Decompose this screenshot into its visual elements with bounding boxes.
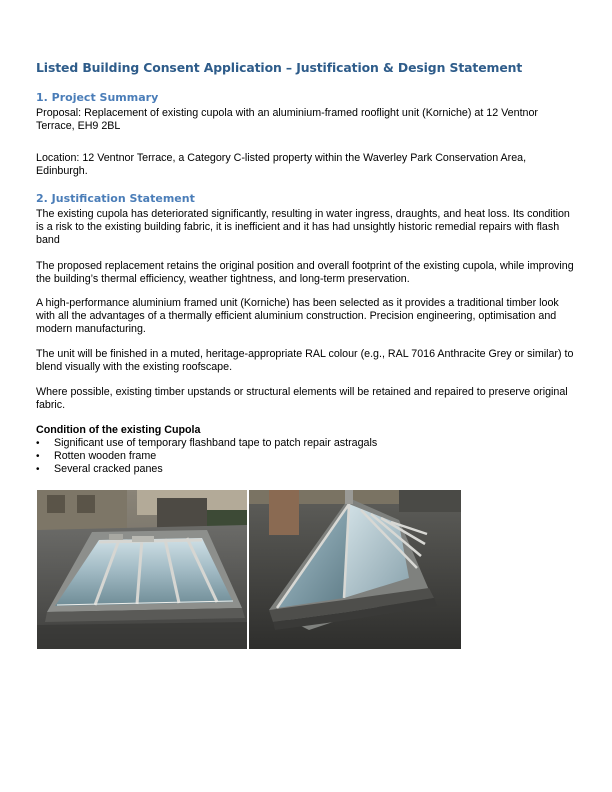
cupola-side-photo [249, 490, 461, 649]
bullet-item [36, 463, 576, 476]
bullet-item [36, 450, 576, 463]
section-heading-justification: 2. Justification Statement [36, 192, 195, 205]
photo-row [37, 490, 461, 649]
paragraph-replacement: The proposed replacement retains the original position and overall footprint of the existing cupola, while improving the building’s thermal efficiency, weather tightness, and long-term preservation. [36, 260, 574, 285]
bullet-dot-icon: • [36, 464, 40, 475]
paragraph-aluminium-unit: A high-performance aluminium framed unit (Korniche) has been selected as it provides a traditional timber look with all the advantages of a thermally efficient aluminium construction. Precision engineering, optimisation and modern manufacturing. [36, 297, 559, 335]
bullet-text: Rotten wooden frame [54, 450, 157, 462]
bullet-item [36, 437, 576, 450]
bullet-text: Significant use of temporary flashband tape to patch repair astragals [54, 437, 378, 449]
condition-heading: Condition of the existing Cupola [36, 424, 201, 436]
bullet-text: Several cracked panes [54, 463, 163, 475]
section-heading-project-summary: 1. Project Summary [36, 91, 159, 104]
cupola-front-photo [37, 490, 247, 649]
paragraph-location: Location: 12 Ventnor Terrace, a Category C-listed property within the Waverley Park Conservation Area, Edinburgh. [36, 152, 527, 177]
bullet-dot-icon: • [36, 451, 40, 462]
paragraph-timber-retained: Where possible, existing timber upstands or structural elements will be retained and repaired to preserve original fabric. [36, 386, 568, 411]
paragraph-ral-colour: The unit will be finished in a muted, heritage-appropriate RAL colour (e.g., RAL 7016 Anthracite Grey or similar) to blend visually with the existing roofscape. [36, 348, 574, 373]
paragraph-deterioration: The existing cupola has deteriorated significantly, resulting in water ingress, draughts, and heat loss. Its condition is a risk to the existing building fabric, it is inefficient and it has had unsightly historic remedial repairs with flash band [36, 208, 570, 246]
document-title: Listed Building Consent Application – Justification & Design Statement [36, 60, 523, 75]
condition-bullet-list [36, 437, 576, 476]
bullet-dot-icon: • [36, 438, 40, 449]
paragraph-proposal: Proposal: Replacement of existing cupola with an aluminium-framed rooflight unit (Korniche) at 12 Ventnor Terrace, EH9 2BL [36, 107, 538, 132]
